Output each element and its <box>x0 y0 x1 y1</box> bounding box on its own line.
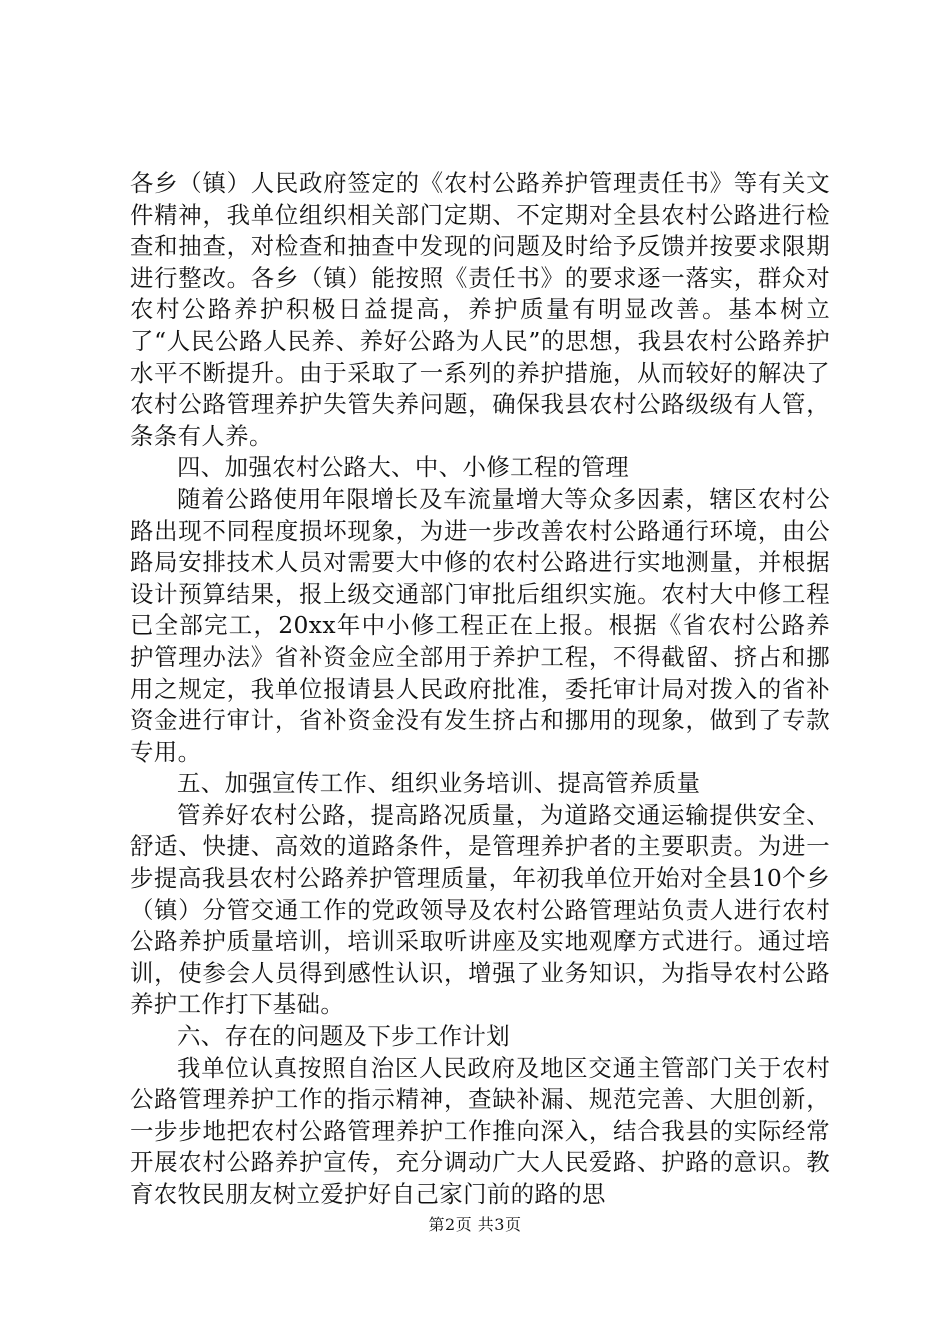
section-heading-5: 五、加强宣传工作、组织业务培训、提高管养质量 <box>177 769 701 798</box>
paragraph-section-6: 我单位认真按照自治区人民政府及地区交通主管部门关于农村公路管理养护工作的指示精神，查缺补漏、规范完善、大胆创新，一步步地把农村公路管理养护工作推向深入，结合我县的实际经常开展农村公路养护宣传，充分调动广大人民爱路、护路的意识。教育农牧民朋友树立爱护好自己家门前的路的思 <box>130 1053 830 1208</box>
document-body <box>130 168 830 1211</box>
section-heading-6: 六、存在的问题及下步工作计划 <box>177 1022 511 1051</box>
section-heading-4: 四、加强农村公路大、中、小修工程的管理 <box>177 453 630 482</box>
page-number-footer: 第2页 共3页 <box>428 1215 522 1234</box>
paragraph-section-5: 管养好农村公路，提高路况质量，为道路交通运输提供安全、舒适、快捷、高效的道路条件，是管理养护者的主要职责。为进一步提高我县农村公路养护管理质量，年初我单位开始对全县10个乡（镇）分管交通工作的党政领导及农村公路管理站负责人进行农村公路养护质量培训，培训采取听讲座及实地观摩方式进行。通过培训，使参会人员得到感性认识，增强了业务知识，为指导农村公路养护工作打下基础。 <box>130 800 830 1019</box>
paragraph-section-4: 随着公路使用年限增长及车流量增大等众多因素，辖区农村公路出现不同程度损坏现象，为进一步改善农村公路通行环境，由公路局安排技术人员对需要大中修的农村公路进行实地测量，并根据设计预算结果，报上级交通部门审批后组织实施。农村大中修工程已全部完工，20xx年中小修工程正在上报。根据《省农村公路养护管理办法》省补资金应全部用于养护工程，不得截留、挤占和挪用之规定，我单位报请县人民政府批准，委托审计局对拨入的省补资金进行审计，省补资金没有发生挤占和挪用的现象，做到了专款专用。 <box>130 484 830 766</box>
paragraph-continued: 各乡（镇）人民政府签定的《农村公路养护管理责任书》等有关文件精神，我单位组织相关部门定期、不定期对全县农村公路进行检查和抽查，对检查和抽查中发现的问题及时给予反馈并按要求限期进行整改。各乡（镇）能按照《责任书》的要求逐一落实，群众对农村公路养护积极日益提高，养护质量有明显改善。基本树立了“人民公路人民养、养好公路为人民”的思想，我县农村公路养护水平不断提升。由于采取了一系列的养护措施，从而较好的解决了农村公路管理养护失管失养问题，确保我县农村公路级级有人管，条条有人养。 <box>130 169 830 450</box>
